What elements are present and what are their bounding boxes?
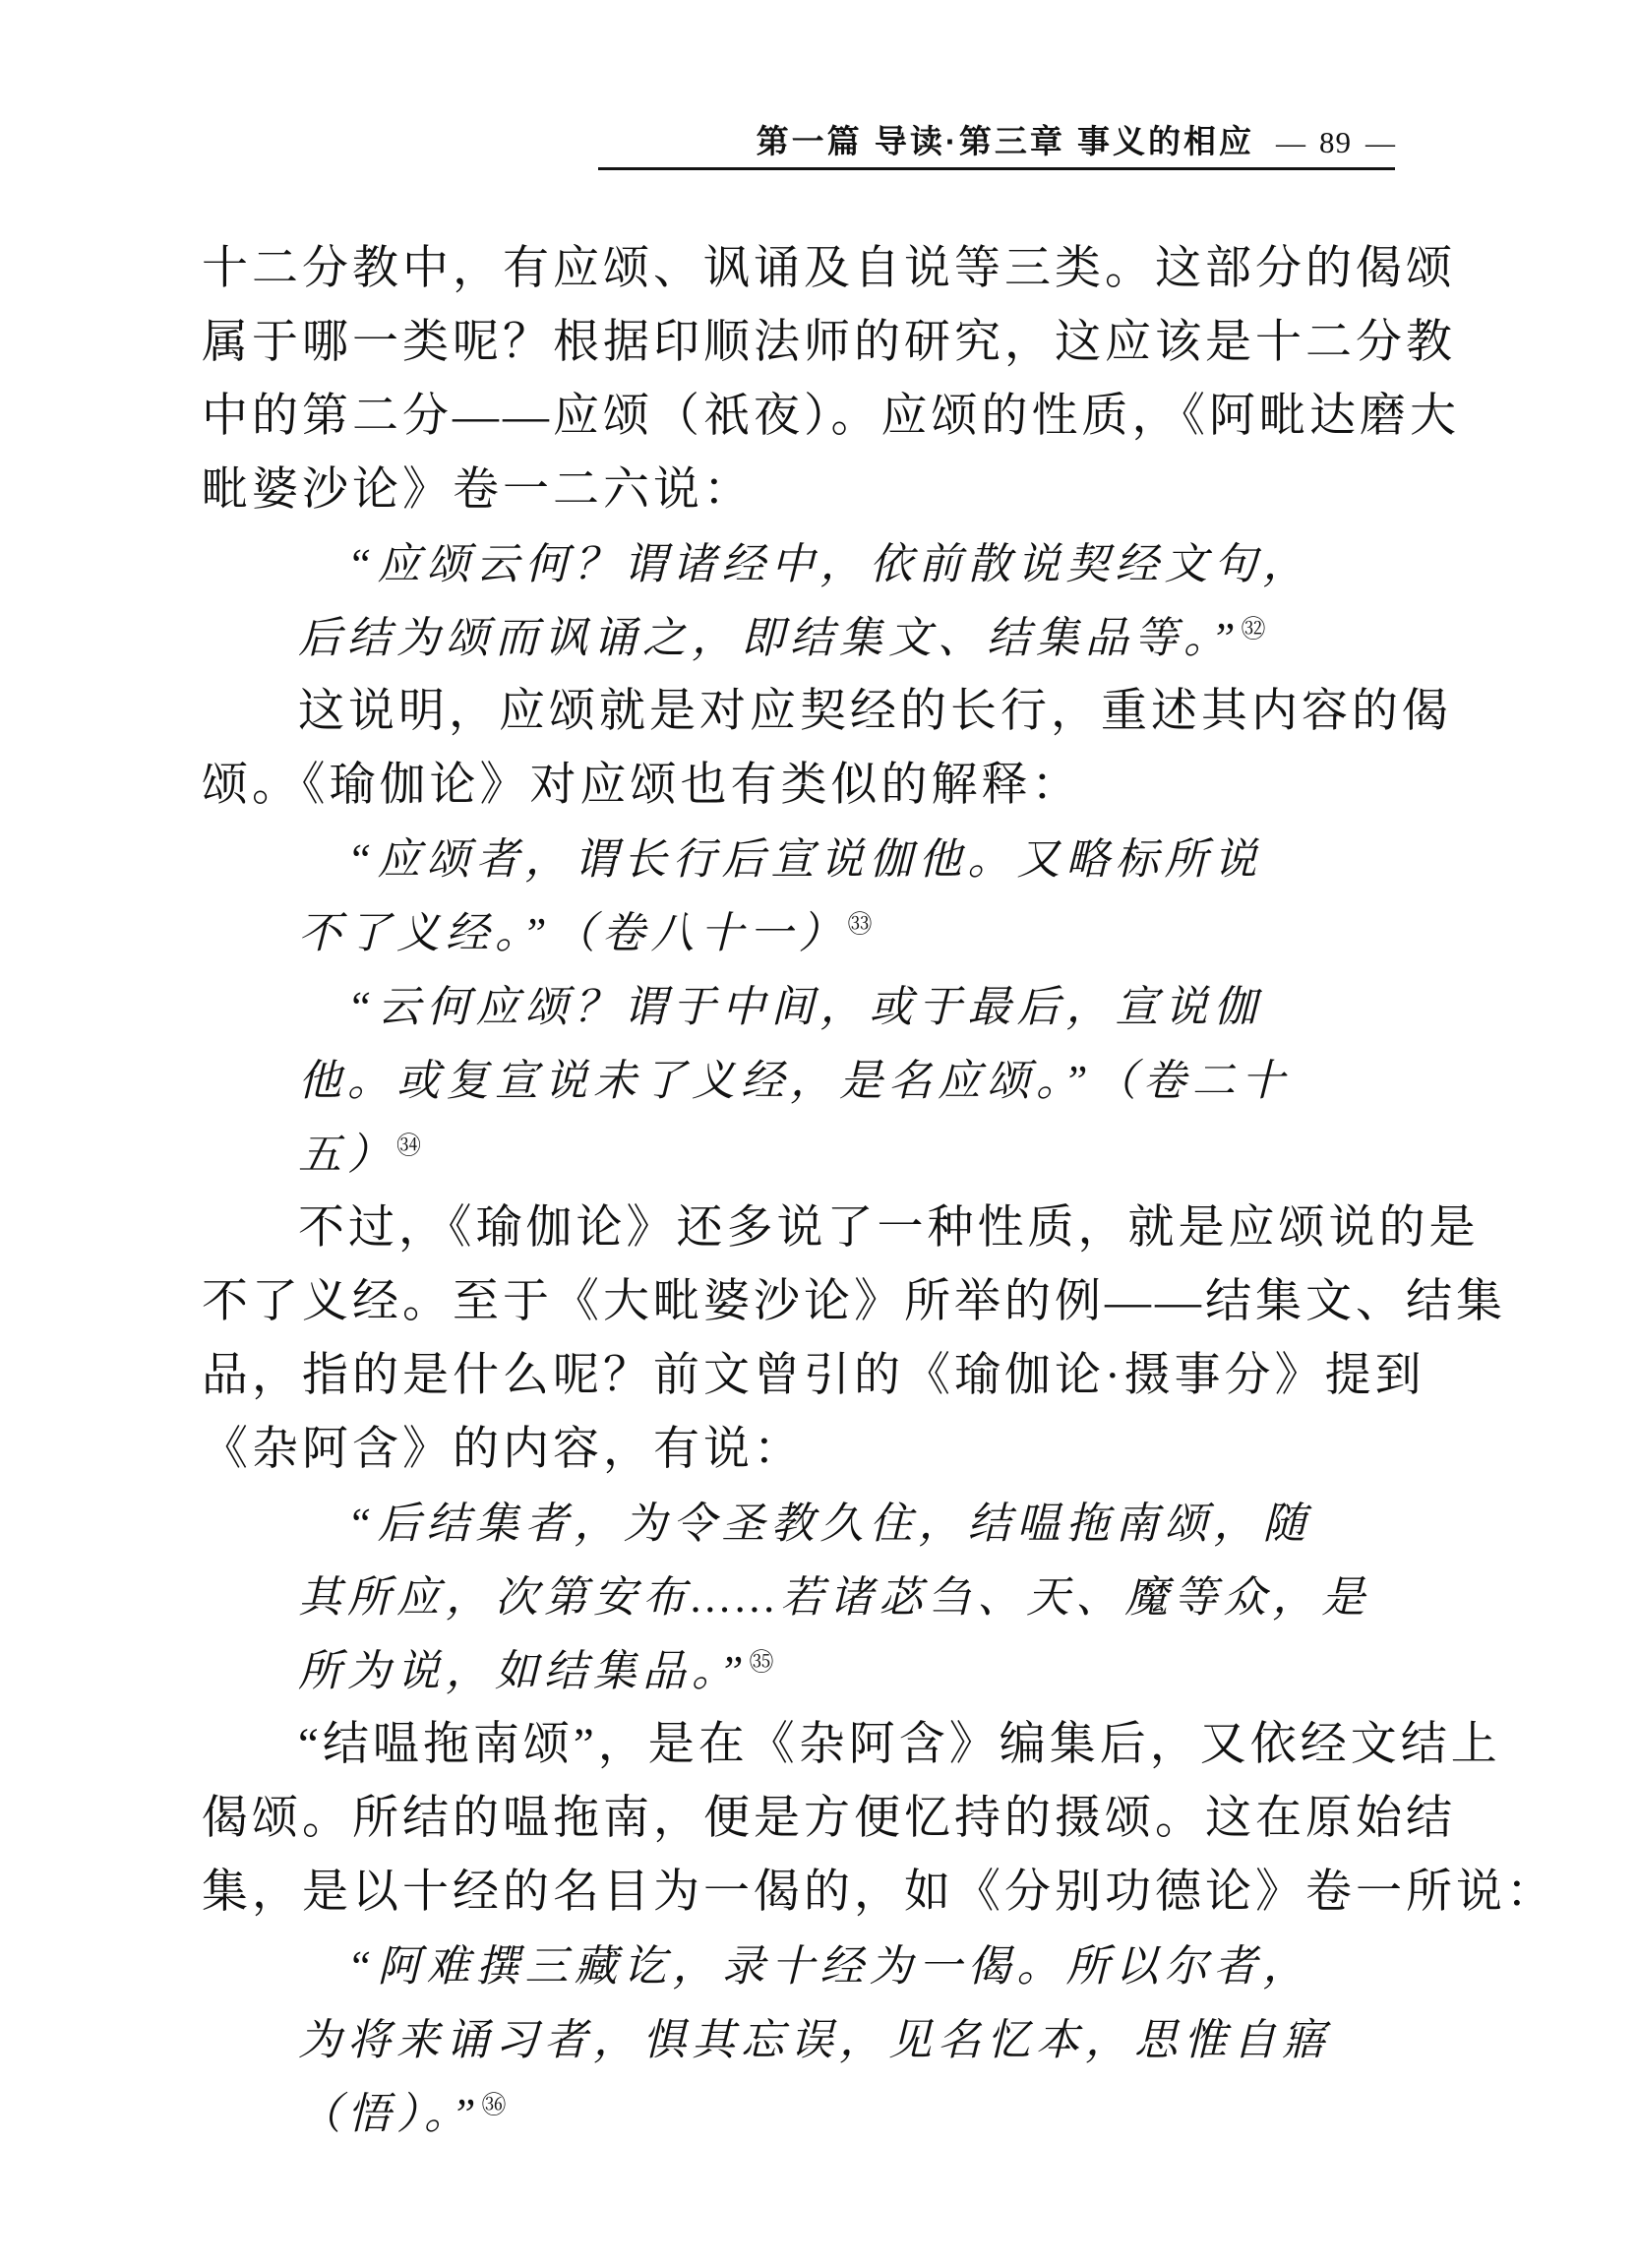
footnote-ref: ㉟ — [749, 1649, 774, 1677]
quote-line: “云何应颂？谓于中间，或于最后，宣说伽 — [347, 983, 1263, 1031]
chapter-title: 第一篇 导读·第三章 事义的相应 — [756, 123, 1254, 159]
footnote-ref: ㊱ — [481, 2092, 507, 2119]
footnote-ref: ㉞ — [396, 1133, 422, 1160]
quote-line: 所为说，如结集品。”$^㉟$ — [298, 1647, 774, 1695]
body-line: 不过，《瑜伽论》还多说了一种性质，就是应颂说的是 — [298, 1202, 1480, 1254]
body-line: 《杂阿含》的内容，有说： — [202, 1424, 804, 1475]
quote-line: “后结集者，为令圣教久住，结嗢拖南颂，随 — [347, 1500, 1312, 1548]
folio-dash-right: — — [1365, 127, 1395, 159]
quote-line: 他。或复宣说未了义经，是名应颂。”（卷二十 — [298, 1057, 1291, 1105]
body-line: 中的第二分——应颂（祇夜）。应颂的性质，《阿毗达磨大 — [202, 391, 1460, 442]
quote-line: 后结为颂而讽诵之，即结集文、结集品等。”$^㉜$ — [298, 614, 1266, 662]
page-number: 89 — [1319, 125, 1352, 159]
folio-dash-left: — — [1276, 127, 1305, 159]
quote-line: 其所应，次第安布……若诸苾刍、天、魔等众，是 — [298, 1573, 1371, 1622]
quote-line: （悟）。”$^㊱$ — [298, 2090, 507, 2138]
header-rule — [598, 167, 1395, 170]
quote-line: “应颂者，谓长行后宣说伽他。又略标所说 — [347, 835, 1263, 884]
body-line: 属于哪一类呢？根据印顺法师的研究，这应该是十二分教 — [202, 317, 1456, 368]
body-line: 偈颂。所结的嗢拖南，便是方便忆持的摄颂。这在原始结 — [202, 1793, 1456, 1844]
quote-line: “阿难撰三藏讫，录十经为一偈。所以尔者， — [347, 1942, 1312, 1991]
body-line: 毗婆沙论》卷一二六说： — [202, 464, 754, 516]
body-line: 十二分教中，有应颂、讽诵及自说等三类。这部分的偈颂 — [202, 243, 1456, 294]
quote-line: 不了义经。”（卷八十一）$^㉝$ — [298, 909, 873, 957]
body-line: 这说明，应颂就是对应契经的长行，重述其内容的偈 — [298, 686, 1452, 737]
body-line: 不了义经。至于《大毗婆沙论》所举的例——结集文、结集 — [202, 1276, 1506, 1327]
footnote-ref: ㉜ — [1241, 616, 1266, 644]
footnote-ref: ㉝ — [847, 911, 873, 939]
body-line: “结嗢拖南颂”，是在《杂阿含》编集后，又依经文结上 — [298, 1719, 1501, 1770]
body-line: 颂。《瑜伽论》对应颂也有类似的解释： — [202, 760, 1082, 811]
text-block — [202, 232, 1556, 2151]
body-line: 品，指的是什么呢？前文曾引的《瑜伽论·摄事分》提到 — [202, 1350, 1425, 1401]
body-line: 集，是以十经的名目为一偈的，如《分别功德论》卷一所说： — [202, 1867, 1556, 1918]
quote-line: “应颂云何？谓诸经中，依前散说契经文句， — [347, 540, 1312, 588]
quote-line: 五）$^㉞$ — [298, 1131, 422, 1179]
running-head — [598, 116, 1395, 162]
quote-line: 为将来诵习者，惧其忘误，见名忆本，思惟自寤 — [298, 2016, 1331, 2064]
